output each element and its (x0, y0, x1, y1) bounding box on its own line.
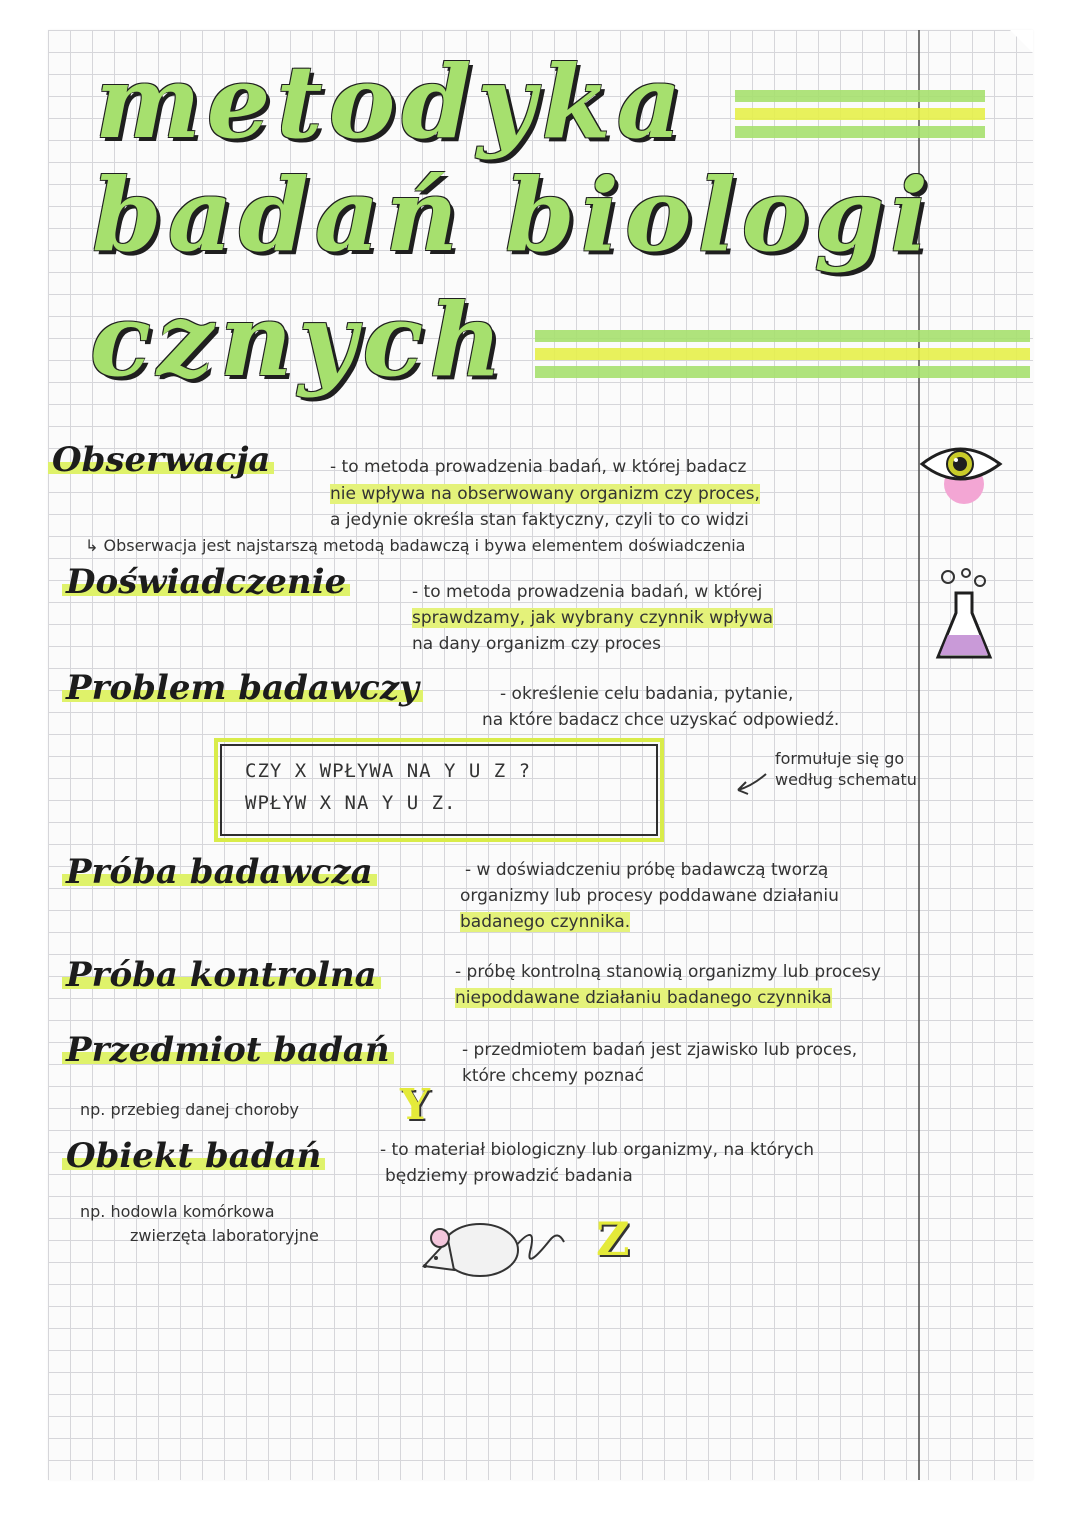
definition-line: - to metoda prowadzenia badań, w której badacz (330, 457, 747, 477)
definition-line: a jedynie określa stan faktyczny, czyli to co widzi (330, 510, 749, 530)
title-stripe (735, 108, 985, 120)
definition-line: - w doświadczeniu próbę badawczą tworzą (465, 860, 829, 880)
example-text: zwierzęta laboratoryjne (130, 1226, 319, 1245)
definition-line: - to metoda prowadzenia badań, w której (412, 582, 763, 602)
title-stripe (535, 348, 1030, 360)
term-problem-badawczy: Problem badawczy (62, 668, 423, 708)
term-obserwacja: Obserwacja (48, 440, 274, 480)
definition-line: niepoddawane działaniu badanego czynnika (455, 988, 832, 1008)
title-stripe (535, 330, 1030, 342)
page-title-line-1: metodyka (95, 43, 688, 161)
definition-line: nie wpływa na obserwowany organizm czy proces, (330, 484, 760, 504)
flask-icon (930, 565, 1000, 665)
term-doswiadczenie: Doświadczenie (62, 562, 350, 602)
title-stripe (735, 90, 985, 102)
variable-letter-z: Z (596, 1212, 630, 1266)
example-text: np. przebieg danej choroby (80, 1100, 299, 1119)
page-corner (1010, 30, 1033, 53)
title-stripe (735, 126, 985, 138)
definition-line: organizmy lub procesy poddawane działaniu (460, 886, 839, 906)
side-note: formułuje się go według schematu (775, 749, 917, 789)
definition-line: na dany organizm czy proces (412, 634, 661, 654)
term-przedmiot-badan: Przedmiot badań (62, 1030, 394, 1070)
definition-line: które chcemy poznać (462, 1066, 644, 1086)
definition-line: - określenie celu badania, pytanie, (500, 684, 794, 704)
title-stripe (535, 366, 1030, 378)
mouse-icon (418, 1200, 568, 1290)
schema-box (214, 738, 664, 842)
definition-line: będziemy prowadzić badania (385, 1166, 633, 1186)
variable-letter-y: Y (400, 1080, 430, 1129)
arrow-icon (732, 770, 772, 800)
definition-line: - próbę kontrolną stanowią organizmy lub procesy (455, 962, 881, 982)
term-proba-kontrolna: Próba kontrolna (62, 955, 381, 995)
definition-line: - przedmiotem badań jest zjawisko lub proces, (462, 1040, 858, 1060)
definition-line: - to materiał biologiczny lub organizmy, na których (380, 1140, 815, 1160)
term-obiekt-badan: Obiekt badań (62, 1136, 325, 1176)
definition-line: badanego czynnika. (460, 912, 631, 932)
note-line: ↳ Obserwacja jest najstarszą metodą badawczą i bywa elementem doświadczenia (85, 536, 746, 555)
definition-line: sprawdzamy, jak wybrany czynnik wpływa (412, 608, 774, 628)
example-text: np. hodowla komórkowa (80, 1202, 275, 1221)
page-title-line-2: badań biologi (92, 156, 935, 274)
schema-line: CZY X WPŁYWA NA Y U Z ? (245, 760, 532, 782)
definition-line: na które badacz chce uzyskać odpowiedź. (482, 710, 840, 730)
term-proba-badawcza: Próba badawcza (62, 852, 377, 892)
page-title-line-3: cznych (90, 281, 509, 399)
schema-line: WPŁYW X NA Y U Z. (245, 792, 457, 814)
eye-icon (918, 440, 1004, 510)
